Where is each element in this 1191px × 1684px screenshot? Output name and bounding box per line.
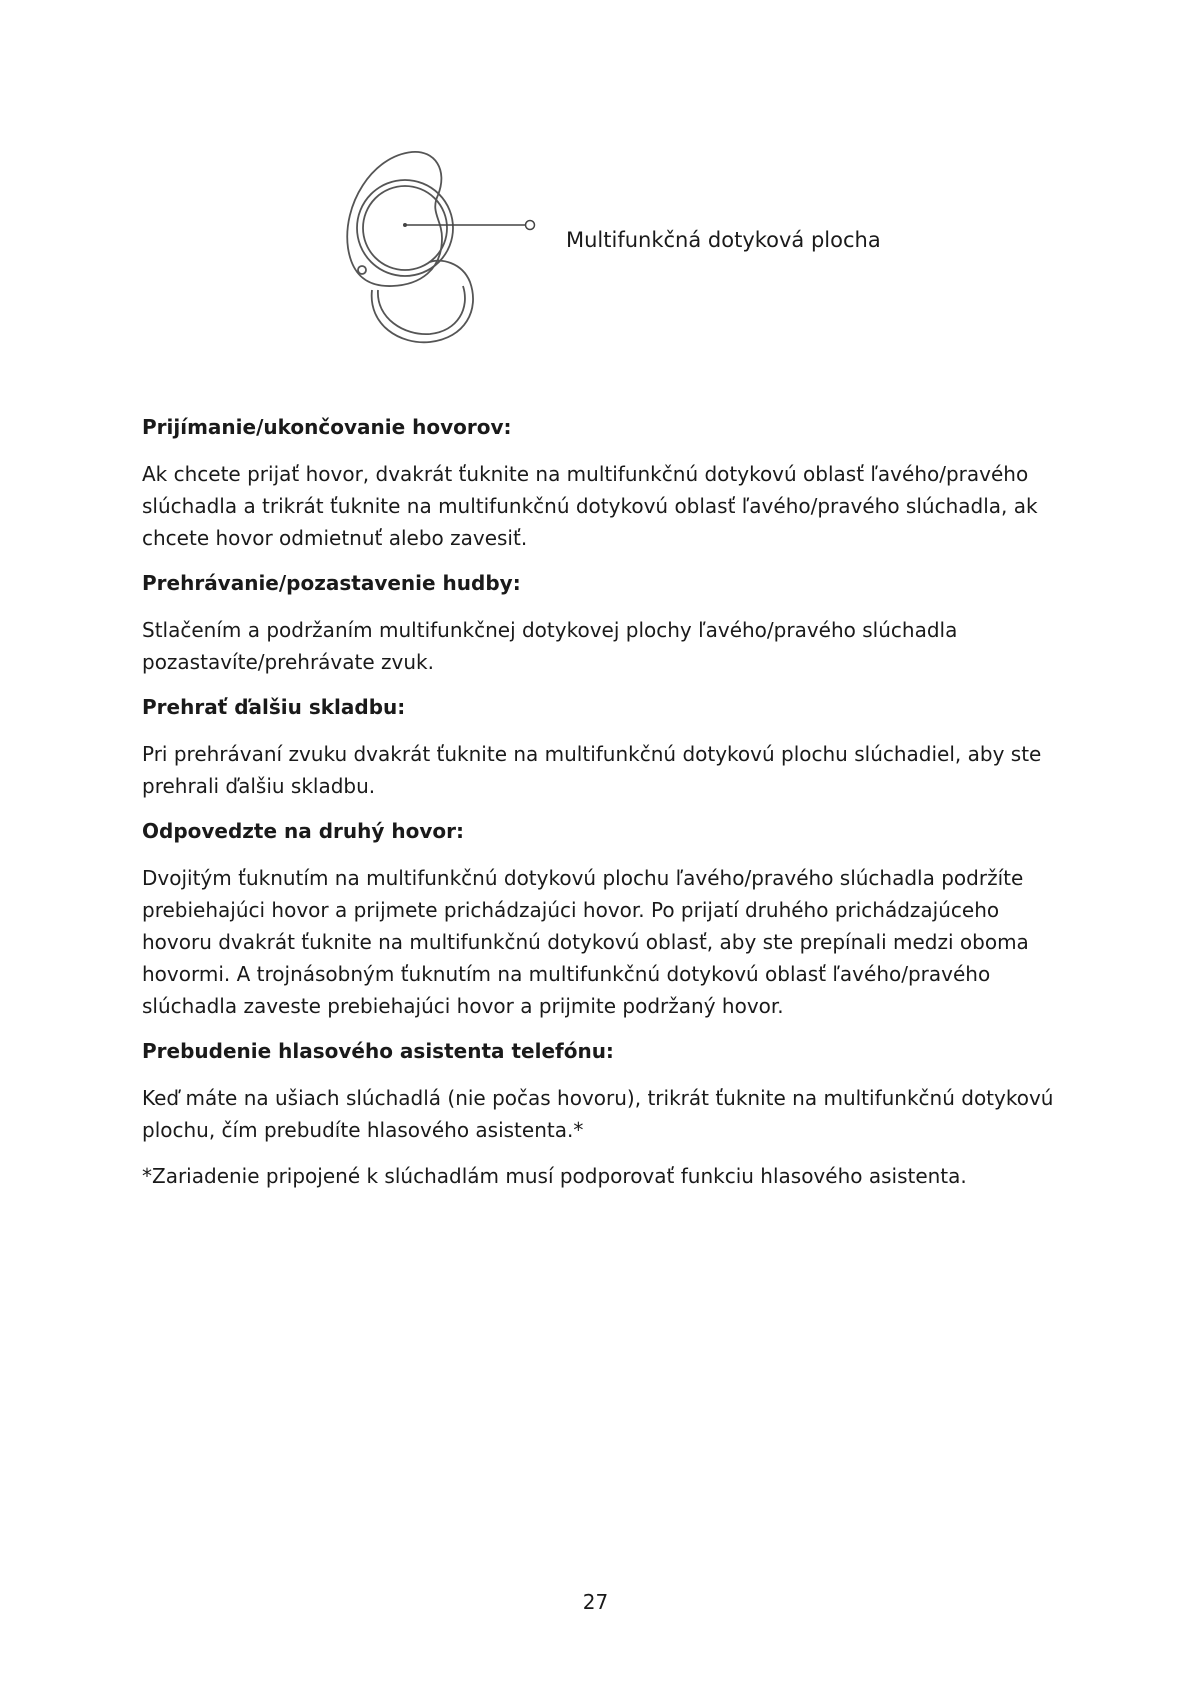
section-heading: Prebudenie hlasového asistenta telefónu:	[142, 1039, 614, 1063]
figure-label: Multifunkčná dotyková plocha	[566, 228, 881, 252]
section-heading: Prehrávanie/pozastavenie hudby:	[142, 571, 521, 595]
section-heading: Odpovedzte na druhý hovor:	[142, 819, 464, 843]
earbud-figure	[330, 150, 890, 350]
section-body: Ak chcete prijať hovor, dvakrát ťuknite na multifunkčnú dotykovú oblasť ľavého/pravého slúchadla a trikrát ťuknite na multifunkčnú dotykovú oblasť ľavého/pravého slúchadla, ak chcete hovor odmietnuť alebo zavesiť.	[142, 462, 1038, 550]
section-heading: Prijímanie/ukončovanie hovorov:	[142, 415, 512, 439]
section-heading: Prehrať ďalšiu skladbu:	[142, 695, 406, 719]
section-body: Dvojitým ťuknutím na multifunkčnú dotykovú plochu ľavého/pravého slúchadla podržíte prebiehajúci hovor a prijmete prichádzajúci hovor. Po prijatí druhého prichádzajúceho hovoru dvakrát ťuknite na multifunkčnú dotykovú oblasť, aby ste prepínali medzi oboma hovormi. A trojnásobným ťuknutím na multifunkčnú dotykovú oblasť ľavého/pravého slúchadla zaveste prebiehajúci hovor a prijmite podržaný hovor.	[142, 866, 1029, 1018]
section-body: Stlačením a podržaním multifunkčnej dotykovej plochy ľavého/pravého slúchadla pozastavíte/prehrávate zvuk.	[142, 618, 958, 674]
page-number: 27	[582, 1590, 609, 1614]
section-body: Keď máte na ušiach slúchadlá (nie počas hovoru), trikrát ťuknite na multifunkčnú dotykovú plochu, čím prebudíte hlasového asistenta.*	[142, 1086, 1054, 1142]
page-content	[142, 412, 1062, 1192]
section-body: Pri prehrávaní zvuku dvakrát ťuknite na multifunkčnú dotykovú plochu slúchadiel, aby ste prehrali ďalšiu skladbu.	[142, 742, 1042, 798]
footnote: *Zariadenie pripojené k slúchadlám musí podporovať funkciu hlasového asistenta.	[142, 1164, 967, 1188]
